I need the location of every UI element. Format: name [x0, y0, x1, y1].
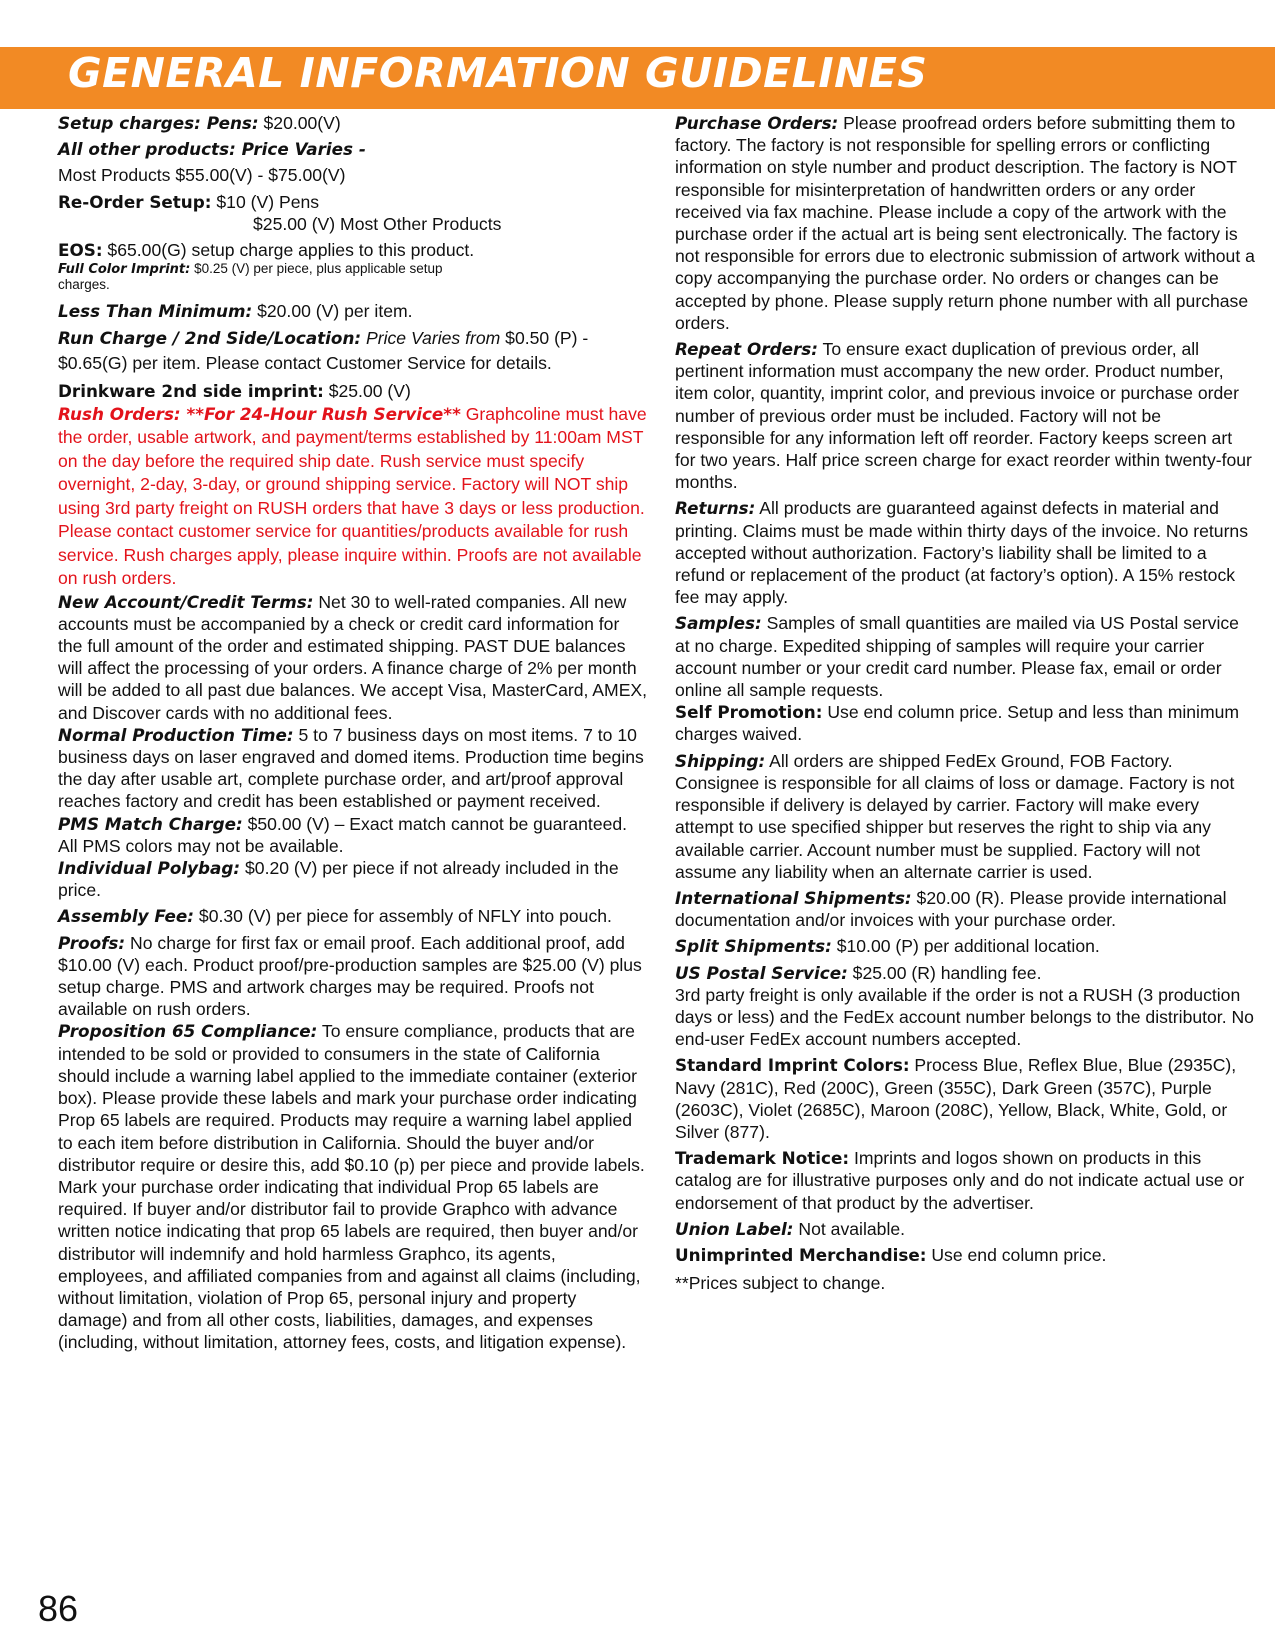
proofs-label: Proofs:: [58, 932, 126, 953]
pms-match-charge: [58, 813, 648, 857]
international-shipments: [675, 887, 1255, 931]
unimprinted-merchandise-label: Unimprinted Merchandise:: [675, 1244, 927, 1265]
run-charge: [58, 326, 648, 376]
page-title: GENERAL INFORMATION GUIDELINES: [68, 49, 928, 97]
self-promotion: [675, 701, 1255, 745]
prop65-compliance: [58, 1020, 648, 1353]
proofs-text: No charge for first fax or email proof. Each additional proof, add $10.00 (V) each. Product proof/pre-production samples are $25.00 (V) plus setup charge. PMS and artwork charges may be required. Proofs not available on rush orders.: [58, 932, 642, 1020]
full-color-imprint: [58, 261, 478, 292]
rush-orders: [58, 403, 648, 591]
unimprinted-merchandise: [675, 1244, 1255, 1266]
standard-imprint-colors-text: Process Blue, Reflex Blue, Blue (2935C), Navy (281C), Red (200C), Green (355C), Dark Green (357C), Purple (2603C), Violet (2685C), Maroon (208C), Yellow, Black, White, Gold, or Silver (877).: [675, 1055, 1237, 1142]
standard-imprint-colors-label: Standard Imprint Colors:: [675, 1055, 910, 1076]
eos: [58, 239, 648, 261]
samples-text: Samples of small quantities are mailed via US Postal service at no charge. Expedited shipping of samples will require your carrier account number or your credit card number. Please fax, email or order online all sample requests.: [675, 613, 1239, 701]
samples: [675, 612, 1255, 701]
split-shipments: [675, 935, 1255, 957]
individual-polybag: [58, 857, 648, 901]
union-label: [675, 1218, 1255, 1240]
right-column: [675, 112, 1255, 1298]
self-promotion-label: Self Promotion:: [675, 702, 823, 723]
unimprinted-merchandise-text: Use end column price.: [926, 1244, 1107, 1265]
reorder-setup-text: $10 (V) Pens: [211, 191, 320, 212]
prices-subject-to-change: [675, 1272, 1255, 1294]
drinkware-imprint-label: Drinkware 2nd side imprint:: [58, 381, 324, 402]
assembly-fee-text: $0.30 (V) per piece for assembly of NFLY into pouch.: [194, 906, 612, 927]
header-banner: [0, 47, 1275, 109]
international-shipments-label: International Shipments:: [675, 887, 912, 908]
reorder-setup: [58, 191, 648, 213]
trademark-notice: [675, 1147, 1255, 1214]
run-charge-text: $0.50 (P) - $0.65(G) per item. Please contact Customer Service for details.: [58, 328, 589, 374]
individual-polybag-text: $0.20 (V) per piece if not already included in the price.: [58, 858, 619, 901]
full-color-imprint-label: Full Color Imprint:: [58, 262, 191, 278]
drinkware-imprint: [58, 380, 648, 402]
less-than-minimum: [58, 300, 648, 322]
assembly-fee-label: Assembly Fee:: [58, 906, 195, 927]
most-products: [58, 164, 648, 186]
pms-match-charge-text: $50.00 (V) – Exact match cannot be guaranteed. All PMS colors may not be available.: [58, 813, 628, 856]
individual-polybag-label: Individual Polybag:: [58, 858, 241, 879]
self-promotion-text: Use end column price. Setup and less than minimum charges waived.: [675, 702, 1240, 745]
normal-production-time: [58, 724, 648, 813]
trademark-notice-text: Imprints and logos shown on products in this catalog are for illustrative purposes only and do not indicate actual use or endorsement of that product by the advertiser.: [675, 1148, 1245, 1213]
returns-label: Returns:: [675, 498, 756, 519]
prop65-compliance-label: Proposition 65 Compliance:: [58, 1021, 318, 1042]
international-shipments-text: $20.00 (R). Please provide international documentation and/or invoices with your purchase order.: [675, 887, 1227, 931]
less-than-minimum-text: $20.00 (V) per item.: [252, 301, 413, 322]
returns-text: All products are guaranteed against defects in material and printing. Claims must be made within thirty days of the invoice. No returns accepted without authorization. Factory’s liability shall be limited to a refund or replacement of the product (at factory’s option). A 15% restock fee may apply.: [675, 498, 1249, 608]
reorder-setup-other: [58, 213, 648, 235]
purchase-orders: [675, 112, 1255, 334]
page-number: 86: [38, 1588, 79, 1629]
reorder-setup-label: Re-Order Setup:: [58, 191, 212, 212]
all-other-products-label: All other products: Price Varies -: [58, 139, 366, 160]
third-party-freight-text: 3rd party freight is only available if the order is not a RUSH (3 production days or less) and the FedEx account number belongs to the distributor. No end-user FedEx account numbers accepted.: [675, 984, 1254, 1050]
samples-label: Samples:: [675, 613, 762, 634]
union-label-label: Union Label:: [675, 1218, 794, 1239]
standard-imprint-colors: [675, 1054, 1255, 1143]
assembly-fee: [58, 905, 648, 927]
us-postal-service-label: US Postal Service:: [675, 962, 848, 983]
run-charge-label: Run Charge / 2nd Side/Location:: [58, 328, 362, 349]
purchase-orders-text: Please proofread orders before submitting them to factory. The factory is not responsible for spelling errors or conflicting information on style number and product description. The factory is NOT responsible for misinterpretation of handwritten orders or any order received via fax machine. Please include a copy of the artwork with the purchase order if the actual art is being sent electronically. The factory is not responsible for errors due to electronic submission of artwork without a copy accompanying the purchase order. No orders or changes can be accepted by phone. Please supply return phone number with all purchase orders.: [675, 113, 1255, 333]
us-postal-service: [675, 962, 1255, 984]
purchase-orders-label: Purchase Orders:: [675, 113, 839, 133]
union-label-text: Not available.: [793, 1218, 906, 1239]
eos-text: $65.00(G) setup charge applies to this product.: [102, 240, 475, 261]
most-products-text: Most Products $55.00(V) - $75.00(V): [58, 165, 346, 186]
repeat-orders-text: To ensure exact duplication of previous order, all pertinent information must accompany the new order. Product number, item color, quantity, imprint color, and previous invoice or purchase order number of previous order must be included. Factory will not be responsible for any information left off reorder. Factory keeps screen art for two years. Half price screen charge for exact reorder within twenty-four months.: [675, 339, 1252, 493]
left-column: [58, 112, 648, 1354]
reorder-setup-text2: $25.00 (V) Most Other Products: [253, 213, 502, 234]
new-account-terms-label: New Account/Credit Terms:: [58, 591, 314, 612]
shipping-text: All orders are shipped FedEx Ground, FOB Factory. Consignee is responsible for all claims of loss or damage. Factory is not responsible if delivery is delayed by carrier. Factory will make every attempt to use specified shipper but reserves the right to ship via any available carrier. Account number must be supplied. Factory will not assume any liability when an alternate carrier is used.: [675, 750, 1235, 882]
all-other-products: [58, 138, 648, 160]
rush-orders-text: Graphcoline must have the order, usable artwork, and payment/terms established by 11:00am MST on the day before the required ship date. Rush service must specify overnight, 2-day, 3-day, or ground shipping service. Factory will NOT ship using 3rd party freight on RUSH orders that have 3 days or less production. Please contact customer service for quantities/products available for rush service. Rush charges apply, please inquire within. Proofs are not available on rush orders.: [58, 403, 647, 589]
rush-orders-label: Rush Orders: **For 24-Hour Rush Service**: [58, 403, 461, 424]
third-party-freight: [675, 984, 1255, 1051]
shipping-label: Shipping:: [675, 750, 766, 771]
pms-match-charge-label: PMS Match Charge:: [58, 813, 243, 834]
shipping: [675, 750, 1255, 883]
prices-note-text: **Prices subject to change.: [675, 1273, 886, 1294]
run-charge-italic: Price Varies from: [361, 328, 501, 349]
new-account-terms: [58, 591, 648, 724]
normal-production-time-label: Normal Production Time:: [58, 724, 294, 745]
less-than-minimum-label: Less Than Minimum:: [58, 301, 253, 322]
setup-charges-pens-label: Setup charges: Pens:: [58, 113, 259, 133]
prop65-compliance-text: To ensure compliance, products that are intended to be sold or provided to consumers in the state of California should include a warning label applied to the immediate container (exterior box). Please provide these labels and mark your purchase order indicating Prop 65 labels are required. Products may require a warning label applied to each item before distribution in California. Should the buyer and/or distributor require or desire this, add $0.10 (p) per piece and provide labels. Mark your purchase order indicating that individual Prop 65 labels are required. If buyer and/or distributor fail to provide Graphco with advance written notice indicating that prop 65 labels are required, then buyer and/or distributor will indemnify and hold harmless Graphco, its agents, employees, and affiliated companies from and against all claims (including, without limitation, violation of Prop 65, personal injury and property damage) and from all other costs, liabilities, damages, and expenses (including, without limitation, attorney fees, costs, and litigation expense).: [58, 1021, 645, 1353]
repeat-orders-label: Repeat Orders:: [675, 339, 818, 360]
trademark-notice-label: Trademark Notice:: [675, 1148, 850, 1169]
normal-production-time-text: 5 to 7 business days on most items. 7 to 10 business days on laser engraved and domed items. Production time begins the day after usable art, complete purchase order, and art/proof approval reaches factory and credit has been established or payment received.: [58, 724, 644, 812]
eos-label: EOS:: [58, 240, 103, 261]
drinkware-imprint-text: $25.00 (V): [323, 381, 411, 402]
split-shipments-label: Split Shipments:: [675, 936, 832, 957]
setup-charges-pens-text: $20.00(V): [258, 113, 341, 133]
repeat-orders: [675, 338, 1255, 493]
split-shipments-text: $10.00 (P) per additional location.: [831, 936, 1100, 957]
setup-charges-pens: [58, 112, 648, 134]
returns: [675, 497, 1255, 608]
proofs: [58, 932, 648, 1021]
new-account-terms-text: Net 30 to well-rated companies. All new accounts must be accompanied by a check or credit card information for the full amount of the order and estimated shipping. PAST DUE balances will affect the processing of your orders. A finance charge of 2% per month will be added to all past due balances. We accept Visa, MasterCard, AMEX, and Discover cards with no additional fees.: [58, 591, 648, 723]
full-color-imprint-text: $0.25 (V) per piece, plus applicable setup charges.: [58, 261, 443, 293]
us-postal-service-text: $25.00 (R) handling fee.: [847, 962, 1042, 983]
